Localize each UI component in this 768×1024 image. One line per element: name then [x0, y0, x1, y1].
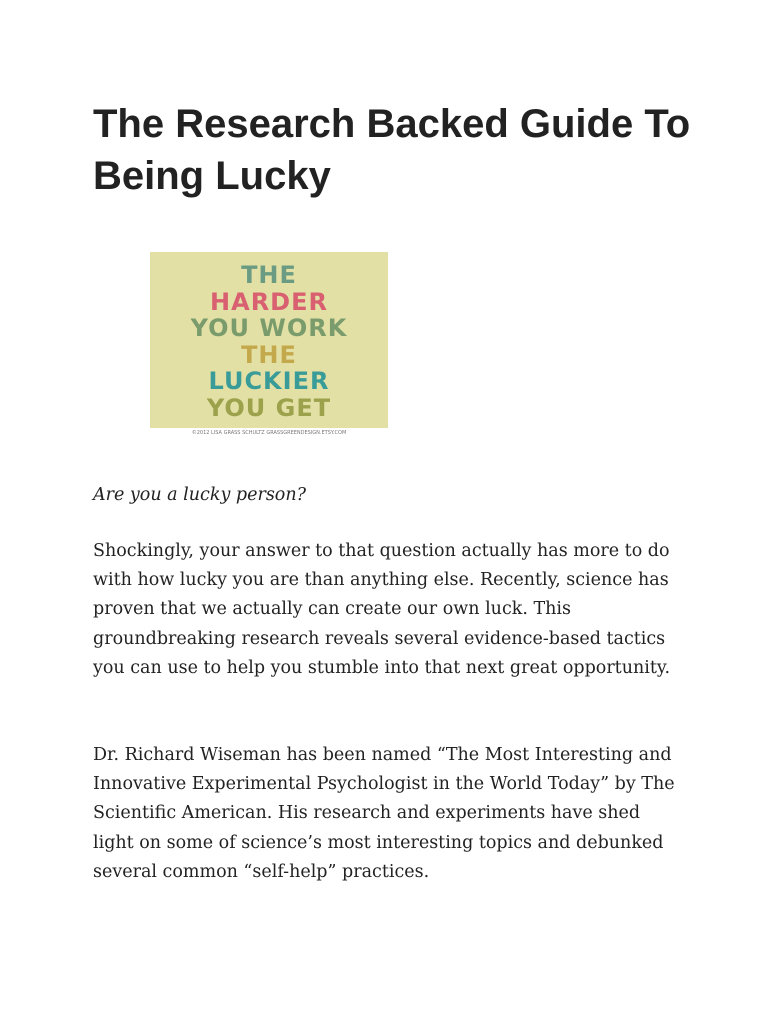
poster-line-6: YOU GET [206, 393, 332, 422]
intro-question: Are you a lucky person? [93, 485, 306, 505]
poster-line-4: THE [241, 340, 297, 369]
quote-poster-image [150, 252, 388, 428]
poster-line-2: HARDER [210, 287, 328, 316]
paragraph-1: Shockingly, your answer to that question actually has more to do with how lucky you are than anything else. Recently, science has proven that we actually can create our own luck. This groundbreaking research reveals several evidence-based tactics you can use to help you stumble into that next great opportunity. [93, 541, 671, 678]
poster-line-1: THE [241, 261, 297, 289]
paragraph-2: Dr. Richard Wiseman has been named “The Most Interesting and Innovative Experimental Psychologist in the World Today” by The Scientific American. His research and experiments have shed light on some of science’s most interesting topics and debunked several common “self-help” practices. [93, 745, 675, 882]
poster-line-3: YOU WORK [190, 314, 348, 342]
poster-line-5: LUCKIER [208, 367, 330, 395]
page-title: The Research Backed Guide To Being Lucky [93, 102, 691, 198]
poster-text [150, 252, 388, 421]
poster-caption: ©2012 LISA GRASS SCHULTZ GRASSGREENDESIGN.ETSY.COM [191, 430, 347, 436]
